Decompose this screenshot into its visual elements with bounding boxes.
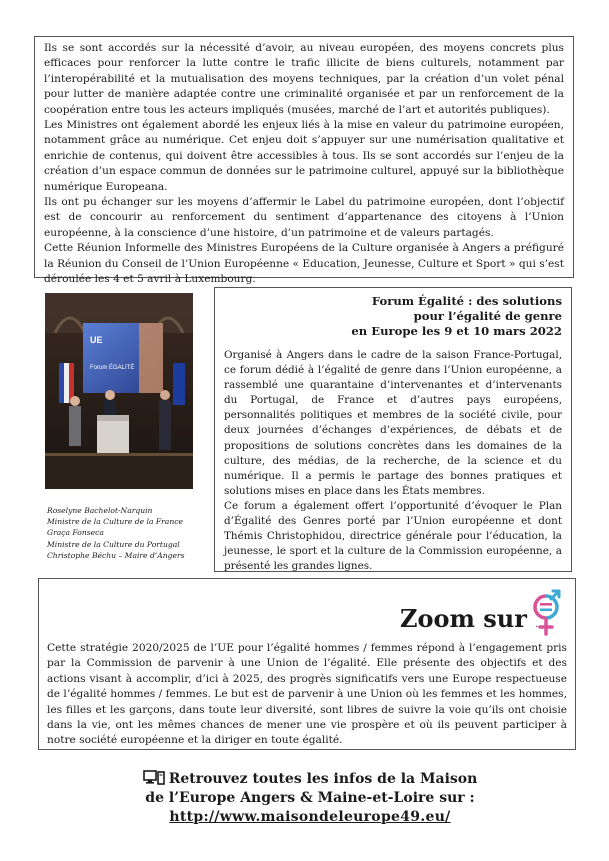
forum-title-line: pour l’égalité de genre	[413, 309, 562, 323]
top-paragraph-4: Cette Réunion Informelle des Ministres Européens de la Culture organisée à Angers a préfiguré la Réunion du Conseil de l’Union Européenne « Education, Jeunesse, Culture et Sport » qui s’est déroulée les 4 et 5 avril à Luxembourg.	[44, 242, 564, 286]
top-paragraph-2: Les Ministres ont également abordé les enjeux liés à la mise en valeur du patrimoine européen, notamment grâce au numérique. Cet enjeu doit s’appuyer sur une numérisation qualitative et enrichie de contenus, qui doivent être accessibles à tous. Ils se sont accordés sur l’enjeu de la création d’un espace commun de données sur le patrimoine culturel, appuyé sur la bibliothèque numérique Europeana.	[44, 119, 564, 193]
caption-line: Christophe Béchu – Maire d’Angers	[47, 550, 185, 560]
footer-line-1	[130, 770, 490, 789]
forum-paragraph-2: Ce forum a également offert l’opportunité d’évoquer le Plan d’Égalité des Genres porté par l’Union européenne et dont Thémis Christophidou, directrice générale pour l’éducation, la jeunesse, le sport et la culture de la Commission européenne, a présenté les grandes lignes.	[224, 499, 562, 573]
forum-title	[224, 294, 562, 339]
zoom-heading-dots: …	[535, 620, 545, 630]
forum-title-line: Forum Égalité : des solutions	[371, 294, 562, 308]
caption-line: Roselyne Bachelot-Narquin	[47, 506, 153, 515]
footer-line-2: de l’Europe Angers & Maine-et-Loire sur :	[145, 790, 475, 806]
caption-line: Ministre de la Culture de la France	[47, 517, 183, 527]
zoom-heading-text: Zoom sur	[400, 604, 527, 633]
forum-box	[214, 287, 572, 572]
screen-logo-text: UE	[90, 335, 103, 345]
footer	[130, 770, 490, 827]
zoom-heading	[400, 604, 544, 640]
forum-title-line: en Europe les 9 et 10 mars 2022	[351, 324, 562, 338]
forum-photo-image	[45, 293, 193, 489]
forum-paragraph-1: Organisé à Angers dans le cadre de la saison France-Portugal, ce forum dédié à l’égalité de genre dans l’Union européenne, a rassemblé une quarantaine d’intervenantes et d’intervenants du Portugal, de France et d’autres pays européens, personnalités politiques et membres de la société civile, pour deux journées d’échanges d’expériences, de débats et de propositions de solutions concrètes dans les domaines de la culture, des médias, de la recherche, de la science et du numérique. Il a permis le partage des bonnes pratiques et solutions mises en place dans les États membres.	[224, 349, 562, 497]
top-paragraph-3: Ils ont pu échanger sur les moyens d’affermir le Label du patrimoine européen, dont l’objectif est de concourir au renforcement du sentiment d’appartenance des citoyens à l’Union européenne, à la conscience d’une histoire, d’un patrimoine et de valeurs partagés.	[44, 196, 564, 239]
computer-icon	[143, 770, 165, 785]
screen-title-text: Forum ÉGALITÉ	[90, 365, 135, 371]
photo-caption	[47, 505, 197, 561]
footer-line-1-text: Retrouvez toutes les infos de la Maison	[168, 771, 478, 787]
website-link[interactable]: http://www.maisondeleurope49.eu/	[169, 809, 451, 825]
caption-line: Ministre de la Culture du Portugal	[47, 539, 180, 549]
forum-photo	[45, 293, 193, 489]
gender-equality-icon	[530, 588, 562, 636]
zoom-paragraph: Cette stratégie 2020/2025 de l’UE pour l’égalité hommes / femmes répond à l’engagement pris par la Commission de parvenir à une Union de l’égalité. Elle présente des objectifs et des actions visant à accomplir, d’ici à 2025, des progrès significatifs vers une Europe respectueuse de l’égalité hommes / femmes. Le but est de parvenir à une Union où les femmes et les hommes, les filles et les garçons, dans toute leur diversité, sont libres de suivre la voie qu’ils ont choisie dans la vie, ont les mêmes chances de mener une vie prospère et où ils peuvent participer à notre société européenne et la diriger en toute égalité.	[47, 642, 567, 747]
top-text-box	[34, 36, 574, 286]
top-paragraph-1: Ils se sont accordés sur la nécessité d’avoir, au niveau européen, des moyens concrets plus efficaces pour renforcer la lutte contre le trafic illicite de biens culturels, notamment par l’interopérabilité et la mutualisation des moyens techniques, par la création d’un volet pénal pour lutter de manière adaptée contre une criminalité organisée et par un renforcement de la coopération entre tous les acteurs impliqués (musées, marché de l’art et autorités publiques).	[44, 42, 564, 116]
caption-line: Graça Fonseca	[47, 528, 104, 538]
